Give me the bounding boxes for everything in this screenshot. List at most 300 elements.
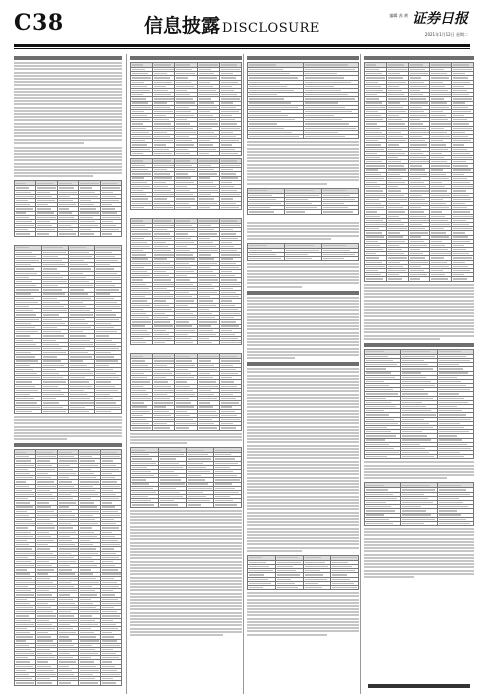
cell-text bbox=[410, 174, 428, 175]
text-line bbox=[247, 276, 359, 278]
cell-text bbox=[154, 136, 170, 137]
cell-text bbox=[439, 448, 472, 449]
cell-text bbox=[366, 270, 378, 271]
cell-text bbox=[102, 460, 114, 461]
cell-text bbox=[305, 64, 348, 65]
cell-text bbox=[43, 264, 65, 265]
text-line bbox=[14, 156, 122, 158]
cell-text bbox=[154, 334, 169, 335]
cell-text bbox=[37, 624, 52, 625]
cell-text bbox=[199, 275, 216, 276]
text-line bbox=[247, 238, 331, 240]
cell-text bbox=[221, 169, 233, 170]
cell-text bbox=[221, 111, 239, 112]
cell-text bbox=[305, 570, 320, 571]
cell-text bbox=[176, 423, 195, 424]
cell-text bbox=[96, 298, 114, 299]
cell-text bbox=[16, 273, 37, 274]
cell-text bbox=[366, 98, 379, 99]
cell-text bbox=[16, 407, 40, 408]
cell-text bbox=[37, 620, 49, 621]
cell-text bbox=[249, 583, 271, 584]
text-line bbox=[364, 306, 474, 308]
cell-text bbox=[16, 573, 30, 574]
cell-text bbox=[188, 504, 202, 505]
cell-text bbox=[80, 590, 94, 591]
text-line bbox=[130, 599, 242, 601]
cell-text bbox=[160, 463, 180, 464]
table-cell bbox=[430, 277, 452, 281]
cell-text bbox=[154, 398, 170, 399]
cell-text bbox=[286, 245, 314, 246]
cell-text bbox=[221, 177, 239, 178]
cell-text bbox=[215, 488, 235, 489]
cell-text bbox=[366, 216, 380, 217]
cell-text bbox=[80, 208, 96, 209]
text-line bbox=[247, 384, 359, 386]
issue-date: 2021年1月12日 星期二 bbox=[424, 32, 468, 37]
cell-text bbox=[43, 277, 64, 278]
table-row bbox=[365, 521, 474, 525]
data-table bbox=[364, 349, 474, 460]
cell-text bbox=[154, 288, 167, 289]
cell-text bbox=[132, 182, 147, 183]
newspaper-logo: 证券日报 bbox=[412, 11, 468, 27]
cell-text bbox=[37, 553, 52, 554]
text-line bbox=[14, 438, 67, 440]
cell-text bbox=[132, 102, 148, 103]
cell-text bbox=[221, 423, 234, 424]
text-line bbox=[14, 166, 122, 168]
text-line bbox=[247, 282, 359, 284]
text-line bbox=[247, 357, 295, 359]
cell-text bbox=[221, 342, 241, 343]
cell-text bbox=[221, 356, 237, 357]
cell-text bbox=[431, 232, 446, 233]
cell-text bbox=[366, 77, 385, 78]
cell-text bbox=[16, 360, 38, 361]
text-block bbox=[364, 284, 474, 340]
cell-text bbox=[410, 86, 427, 87]
text-line bbox=[247, 470, 359, 472]
cell-text bbox=[199, 186, 216, 187]
cell-text bbox=[453, 266, 468, 267]
cell-text bbox=[43, 319, 62, 320]
cell-text bbox=[37, 229, 55, 230]
cell-text bbox=[199, 292, 218, 293]
text-line bbox=[247, 303, 359, 305]
cell-text bbox=[154, 423, 167, 424]
cell-text bbox=[305, 82, 352, 83]
text-line bbox=[130, 513, 242, 515]
cell-text bbox=[80, 557, 92, 558]
cell-text bbox=[366, 161, 382, 162]
text-line bbox=[247, 543, 359, 545]
cell-text bbox=[96, 264, 110, 265]
cell-text bbox=[80, 200, 91, 201]
cell-text bbox=[199, 229, 214, 230]
cell-text bbox=[37, 603, 48, 604]
data-table bbox=[247, 555, 359, 590]
cell-text bbox=[215, 463, 238, 464]
text-line bbox=[247, 454, 359, 456]
cell-text bbox=[37, 486, 56, 487]
cell-text bbox=[59, 670, 72, 671]
cell-text bbox=[176, 263, 188, 264]
text-line bbox=[247, 319, 359, 321]
cell-text bbox=[199, 64, 218, 65]
cell-text bbox=[323, 211, 353, 212]
cell-text bbox=[453, 136, 468, 137]
cell-text bbox=[154, 169, 167, 170]
cell-text bbox=[16, 452, 26, 453]
cell-text bbox=[59, 208, 69, 209]
cell-text bbox=[388, 115, 399, 116]
cell-text bbox=[132, 377, 147, 378]
cell-text bbox=[388, 241, 406, 242]
cell-text bbox=[176, 267, 191, 268]
cell-text bbox=[176, 182, 194, 183]
cell-text bbox=[305, 115, 335, 116]
cell-text bbox=[176, 377, 194, 378]
text-block bbox=[364, 528, 474, 578]
cell-text bbox=[16, 653, 34, 654]
cell-text bbox=[132, 488, 153, 489]
cell-text bbox=[59, 233, 76, 234]
cell-text bbox=[102, 225, 117, 226]
text-line bbox=[364, 300, 474, 302]
cell-text bbox=[402, 519, 435, 520]
cell-text bbox=[402, 351, 430, 352]
cell-text bbox=[16, 553, 35, 554]
cell-text bbox=[37, 208, 51, 209]
text-line bbox=[130, 564, 242, 566]
cell-text bbox=[221, 305, 235, 306]
cell-text bbox=[80, 519, 95, 520]
text-line bbox=[14, 88, 122, 90]
cell-text bbox=[402, 489, 435, 490]
cell-text bbox=[176, 119, 187, 120]
cell-text bbox=[102, 678, 114, 679]
cell-text bbox=[439, 398, 464, 399]
cell-text bbox=[221, 373, 239, 374]
cell-text bbox=[249, 136, 299, 137]
cell-text bbox=[96, 352, 111, 353]
cell-text bbox=[37, 645, 56, 646]
cell-text bbox=[43, 407, 63, 408]
cell-text bbox=[80, 187, 92, 188]
text-block bbox=[14, 147, 122, 178]
cell-text bbox=[37, 481, 53, 482]
text-line bbox=[14, 429, 122, 431]
cell-text bbox=[366, 253, 376, 254]
cell-text bbox=[59, 666, 69, 667]
cell-text bbox=[431, 211, 442, 212]
cell-text bbox=[199, 203, 217, 204]
cell-text bbox=[16, 323, 31, 324]
cell-text bbox=[16, 624, 34, 625]
column-1 bbox=[14, 54, 122, 694]
cell-text bbox=[221, 275, 235, 276]
cell-text bbox=[453, 90, 466, 91]
cell-text bbox=[388, 278, 402, 279]
cell-text bbox=[221, 288, 234, 289]
cell-text bbox=[410, 69, 426, 70]
text-line bbox=[130, 634, 223, 636]
text-line bbox=[247, 614, 359, 616]
cell-text bbox=[366, 402, 391, 403]
cell-text bbox=[37, 187, 56, 188]
cell-text bbox=[366, 115, 381, 116]
cell-text bbox=[59, 502, 76, 503]
cell-text bbox=[16, 381, 32, 382]
cell-text bbox=[388, 132, 401, 133]
cell-text bbox=[431, 169, 443, 170]
cell-text bbox=[132, 279, 143, 280]
cell-text bbox=[80, 452, 99, 453]
cell-text bbox=[431, 119, 448, 120]
table-cell bbox=[365, 277, 387, 281]
cell-text bbox=[37, 465, 52, 466]
cell-text bbox=[176, 90, 187, 91]
text-line bbox=[247, 611, 359, 613]
text-line bbox=[364, 461, 474, 463]
cell-text bbox=[176, 173, 188, 174]
cell-text bbox=[176, 69, 192, 70]
text-block bbox=[247, 141, 359, 184]
cell-text bbox=[366, 236, 384, 237]
cell-text bbox=[96, 285, 115, 286]
cell-text bbox=[96, 386, 114, 387]
cell-text bbox=[16, 590, 31, 591]
cell-text bbox=[132, 225, 145, 226]
table-cell bbox=[153, 426, 175, 430]
text-line bbox=[364, 290, 474, 292]
cell-text bbox=[43, 390, 61, 391]
cell-text bbox=[37, 502, 48, 503]
cell-text bbox=[402, 414, 435, 415]
cell-text bbox=[199, 140, 211, 141]
table-cell bbox=[57, 232, 78, 236]
text-line bbox=[14, 68, 122, 70]
cell-text bbox=[132, 128, 146, 129]
text-line bbox=[247, 496, 359, 498]
cell-text bbox=[132, 186, 150, 187]
text-line bbox=[247, 351, 359, 353]
cell-text bbox=[388, 199, 407, 200]
text-line bbox=[247, 416, 359, 418]
cell-text bbox=[431, 253, 450, 254]
text-line bbox=[247, 492, 359, 494]
cell-text bbox=[96, 369, 112, 370]
cell-text bbox=[154, 246, 168, 247]
cell-text bbox=[70, 331, 84, 332]
cell-text bbox=[221, 198, 233, 199]
cell-text bbox=[199, 258, 215, 259]
cell-text bbox=[176, 419, 193, 420]
cell-text bbox=[221, 254, 240, 255]
cell-text bbox=[366, 132, 382, 133]
cell-text bbox=[154, 338, 172, 339]
cell-text bbox=[16, 260, 39, 261]
cell-text bbox=[305, 86, 334, 87]
cell-text bbox=[102, 511, 118, 512]
cell-text bbox=[70, 352, 89, 353]
cell-text bbox=[154, 123, 171, 124]
cell-text bbox=[132, 246, 150, 247]
cell-text bbox=[221, 123, 238, 124]
cell-text bbox=[366, 144, 381, 145]
cell-text bbox=[366, 514, 384, 515]
cell-text bbox=[102, 594, 116, 595]
cell-text bbox=[59, 527, 74, 528]
cell-text bbox=[59, 674, 75, 675]
text-line bbox=[247, 297, 359, 299]
cell-text bbox=[215, 492, 238, 493]
cell-text bbox=[43, 273, 60, 274]
cell-text bbox=[410, 111, 425, 112]
text-line bbox=[130, 589, 242, 591]
cell-text bbox=[199, 390, 212, 391]
cell-text bbox=[70, 377, 86, 378]
cell-text bbox=[410, 278, 421, 279]
cell-text bbox=[16, 594, 34, 595]
cell-text bbox=[132, 111, 144, 112]
cell-text bbox=[249, 123, 277, 124]
cell-text bbox=[410, 203, 428, 204]
cell-text bbox=[366, 456, 387, 457]
cell-text bbox=[16, 544, 29, 545]
cell-text bbox=[154, 64, 171, 65]
cell-text bbox=[431, 161, 447, 162]
cell-text bbox=[388, 102, 401, 103]
cell-text bbox=[80, 569, 90, 570]
cell-text bbox=[221, 325, 239, 326]
text-line bbox=[14, 426, 122, 428]
cell-text bbox=[410, 128, 426, 129]
cell-text bbox=[154, 296, 173, 297]
cell-text bbox=[16, 264, 31, 265]
cell-text bbox=[199, 360, 212, 361]
cell-text bbox=[16, 561, 31, 562]
text-line bbox=[14, 78, 122, 80]
cell-text bbox=[102, 452, 118, 453]
text-line bbox=[14, 97, 122, 99]
cell-text bbox=[70, 260, 85, 261]
text-line bbox=[247, 354, 359, 356]
cell-text bbox=[366, 128, 380, 129]
cell-text bbox=[96, 256, 115, 257]
cell-text bbox=[410, 274, 427, 275]
text-line bbox=[364, 309, 474, 311]
cell-text bbox=[388, 203, 400, 204]
cell-text bbox=[188, 488, 212, 489]
cell-text bbox=[154, 292, 170, 293]
text-block bbox=[14, 62, 122, 144]
cell-text bbox=[221, 98, 240, 99]
text-line bbox=[14, 169, 122, 171]
cell-text bbox=[453, 270, 470, 271]
cell-text bbox=[132, 173, 151, 174]
cell-text bbox=[102, 611, 117, 612]
cell-text bbox=[199, 107, 217, 108]
cell-text bbox=[431, 123, 451, 124]
cell-text bbox=[16, 666, 33, 667]
cell-text bbox=[439, 351, 461, 352]
cell-text bbox=[410, 220, 430, 221]
cell-text bbox=[154, 102, 167, 103]
cell-text bbox=[366, 485, 384, 486]
cell-text bbox=[132, 454, 149, 455]
cell-text bbox=[402, 419, 424, 420]
cell-text bbox=[154, 305, 169, 306]
cell-text bbox=[154, 250, 171, 251]
cell-text bbox=[16, 486, 29, 487]
cell-text bbox=[80, 532, 94, 533]
text-line bbox=[364, 566, 474, 568]
cell-text bbox=[305, 94, 349, 95]
cell-text bbox=[402, 402, 421, 403]
cell-text bbox=[176, 317, 195, 318]
cell-text bbox=[366, 224, 386, 225]
cell-text bbox=[132, 467, 147, 468]
cell-text bbox=[402, 381, 430, 382]
text-line bbox=[247, 222, 359, 224]
cell-text bbox=[132, 177, 144, 178]
cell-text bbox=[199, 233, 217, 234]
cell-text bbox=[410, 102, 429, 103]
cell-text bbox=[80, 553, 98, 554]
cell-text bbox=[286, 199, 308, 200]
cell-text bbox=[388, 140, 406, 141]
cell-text bbox=[16, 208, 33, 209]
text-line bbox=[130, 557, 242, 559]
table-row bbox=[131, 205, 242, 209]
cell-text bbox=[199, 365, 214, 366]
cell-text bbox=[366, 506, 391, 507]
cell-text bbox=[80, 636, 96, 637]
cell-text bbox=[188, 454, 208, 455]
table-cell bbox=[36, 681, 57, 685]
cell-text bbox=[43, 369, 56, 370]
cell-text bbox=[176, 369, 188, 370]
text-line bbox=[247, 403, 359, 405]
cell-text bbox=[96, 314, 115, 315]
cell-text bbox=[37, 594, 51, 595]
cell-text bbox=[221, 160, 237, 161]
cell-text bbox=[16, 506, 33, 507]
cell-text bbox=[160, 496, 183, 497]
cell-text bbox=[132, 492, 156, 493]
cell-text bbox=[70, 335, 87, 336]
cell-text bbox=[132, 411, 150, 412]
cell-text bbox=[249, 203, 281, 204]
cell-text bbox=[59, 636, 69, 637]
table-cell bbox=[437, 521, 473, 525]
cell-text bbox=[80, 511, 99, 512]
cell-text bbox=[249, 119, 295, 120]
cell-text bbox=[16, 221, 32, 222]
cell-text bbox=[221, 225, 240, 226]
cell-text bbox=[388, 220, 402, 221]
cell-text bbox=[132, 119, 150, 120]
cell-text bbox=[221, 136, 236, 137]
text-line bbox=[364, 331, 474, 333]
cell-text bbox=[59, 183, 72, 184]
cell-text bbox=[154, 182, 165, 183]
cell-text bbox=[96, 344, 116, 345]
cell-text bbox=[286, 190, 314, 191]
